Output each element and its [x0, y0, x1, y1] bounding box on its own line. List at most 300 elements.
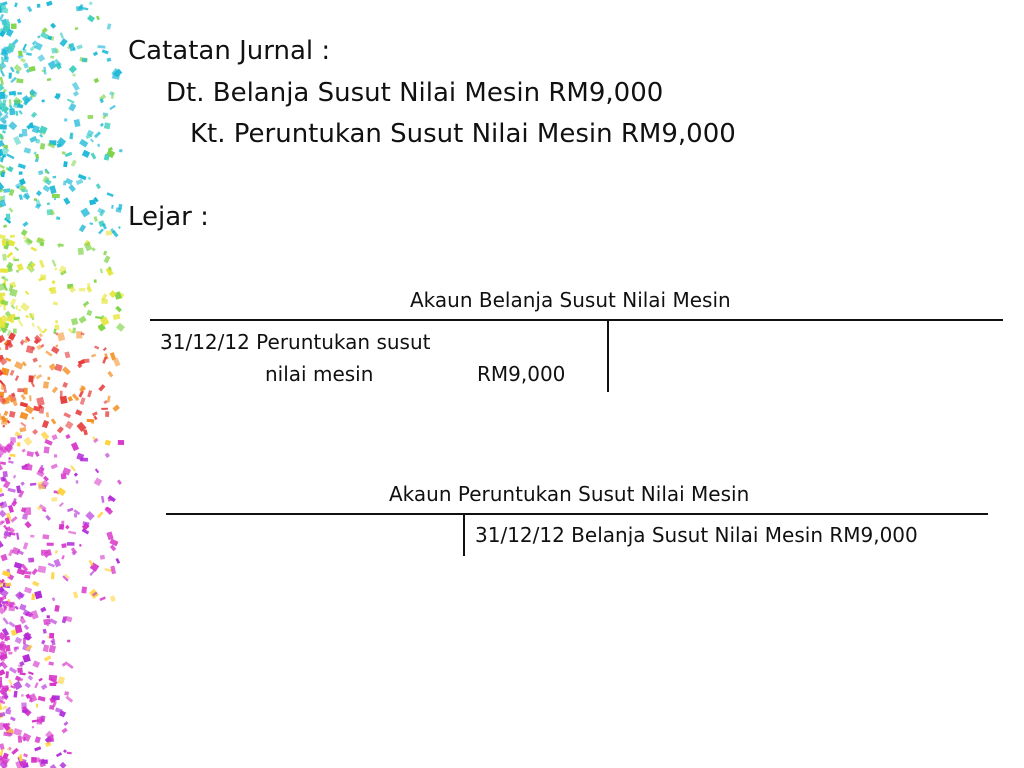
confetti-piece	[39, 260, 45, 268]
confetti-piece	[8, 599, 11, 602]
confetti-piece	[91, 153, 97, 160]
confetti-piece	[37, 722, 42, 725]
confetti-piece	[51, 464, 58, 470]
confetti-piece	[115, 306, 122, 313]
confetti-piece	[39, 365, 42, 368]
confetti-piece	[20, 302, 30, 312]
confetti-piece	[97, 144, 100, 148]
confetti-piece	[117, 480, 122, 485]
confetti-piece	[104, 154, 110, 161]
confetti-piece	[5, 636, 10, 640]
confetti-piece	[100, 555, 105, 560]
confetti-piece	[92, 411, 98, 416]
confetti-piece	[4, 121, 7, 123]
confetti-piece	[115, 558, 120, 564]
confetti-piece	[94, 78, 100, 84]
confetti-piece	[95, 468, 99, 473]
confetti-piece	[13, 691, 17, 698]
confetti-piece	[82, 58, 87, 62]
confetti-piece	[0, 293, 5, 297]
confetti-piece	[47, 543, 54, 546]
confetti-piece	[47, 78, 52, 81]
confetti-piece	[6, 214, 11, 220]
confetti-piece	[91, 247, 95, 251]
confetti-piece	[18, 320, 24, 327]
confetti-piece	[6, 252, 13, 258]
confetti-piece	[8, 457, 11, 460]
confetti-piece	[44, 655, 52, 661]
confetti-piece	[23, 753, 28, 758]
confetti-piece	[49, 185, 56, 194]
confetti-piece	[11, 748, 18, 755]
confetti-piece	[8, 121, 17, 130]
confetti-piece	[72, 82, 80, 91]
confetti-piece	[35, 139, 40, 144]
confetti-piece	[97, 511, 104, 518]
confetti-piece	[34, 682, 38, 688]
confetti-piece	[68, 531, 76, 535]
confetti-piece	[8, 505, 14, 513]
t-account-title: Akaun Belanja Susut Nilai Mesin	[410, 288, 731, 312]
confetti-piece	[54, 454, 57, 457]
confetti-piece	[53, 301, 58, 305]
confetti-piece	[30, 483, 37, 486]
confetti-piece	[41, 431, 50, 440]
confetti-piece	[0, 77, 4, 85]
confetti-piece	[22, 449, 26, 453]
confetti-piece	[38, 170, 43, 175]
confetti-piece	[60, 396, 68, 404]
confetti-piece	[3, 425, 5, 427]
confetti-piece	[62, 366, 71, 375]
confetti-piece	[24, 147, 31, 153]
confetti-piece	[36, 190, 42, 196]
confetti-piece	[17, 92, 21, 94]
confetti-piece	[64, 691, 69, 696]
confetti-piece	[88, 177, 92, 181]
confetti-piece	[18, 309, 21, 312]
confetti-piece	[68, 184, 76, 192]
confetti-piece	[18, 110, 23, 115]
confetti-piece	[82, 521, 89, 526]
confetti-piece	[80, 208, 90, 218]
confetti-piece	[0, 347, 2, 352]
confetti-piece	[28, 675, 34, 681]
confetti-piece	[31, 568, 37, 575]
confetti-piece	[70, 465, 76, 472]
confetti-piece	[31, 382, 35, 388]
confetti-piece	[4, 411, 9, 416]
confetti-piece	[105, 453, 110, 458]
confetti-piece	[75, 409, 82, 416]
confetti-piece	[31, 247, 37, 252]
confetti-piece	[1, 49, 5, 55]
confetti-piece	[20, 672, 26, 675]
confetti-piece	[51, 641, 55, 646]
confetti-piece	[15, 375, 19, 381]
debit-entry-line1: 31/12/12 Peruntukan susut	[160, 330, 431, 354]
confetti-piece	[18, 51, 23, 57]
confetti-piece	[1, 5, 6, 10]
confetti-piece	[83, 301, 89, 307]
confetti-piece	[43, 381, 49, 388]
confetti-piece	[107, 396, 111, 403]
confetti-piece	[51, 346, 60, 354]
confetti-piece	[14, 606, 18, 610]
confetti-piece	[34, 746, 41, 751]
confetti-piece	[34, 451, 39, 457]
confetti-piece	[55, 364, 63, 372]
confetti-piece	[106, 58, 111, 62]
confetti-piece	[83, 429, 88, 435]
confetti-piece	[65, 525, 70, 530]
confetti-piece	[24, 388, 28, 395]
confetti-piece	[56, 216, 60, 220]
confetti-piece	[62, 382, 68, 388]
confetti-piece	[71, 547, 78, 554]
confetti-piece	[8, 488, 16, 493]
confetti-piece	[77, 44, 83, 49]
confetti-piece	[22, 654, 31, 663]
confetti-piece	[63, 749, 67, 753]
confetti-piece	[42, 420, 49, 428]
confetti-piece	[23, 63, 29, 69]
confetti-piece	[40, 143, 45, 150]
confetti-piece	[61, 473, 67, 479]
confetti-piece	[99, 596, 105, 601]
confetti-piece	[67, 99, 75, 104]
confetti-piece	[72, 328, 76, 334]
confetti-piece	[51, 572, 55, 579]
confetti-piece	[18, 163, 26, 169]
confetti-piece	[0, 268, 8, 273]
confetti-piece	[22, 129, 28, 137]
confetti-piece	[49, 633, 54, 639]
confetti-piece	[74, 27, 78, 31]
confetti-piece	[98, 229, 104, 235]
confetti-piece	[0, 335, 5, 343]
confetti-piece	[6, 154, 14, 160]
confetti-piece	[5, 671, 9, 678]
confetti-piece	[94, 216, 98, 222]
confetti-piece	[31, 112, 37, 118]
confetti-piece	[6, 262, 13, 270]
t-account-top-line	[150, 319, 1003, 321]
confetti-piece	[45, 350, 52, 356]
confetti-piece	[13, 728, 22, 736]
confetti-piece	[89, 222, 93, 225]
confetti-piece	[63, 412, 71, 418]
confetti-piece	[54, 559, 62, 568]
confetti-piece	[56, 93, 61, 97]
confetti-piece	[118, 204, 122, 210]
confetti-piece	[113, 314, 121, 320]
confetti-piece	[15, 111, 18, 116]
confetti-piece	[32, 581, 39, 587]
confetti-piece	[54, 605, 60, 612]
confetti-piece	[23, 437, 32, 446]
confetti-piece	[2, 254, 7, 261]
confetti-piece	[87, 15, 95, 23]
confetti-piece	[65, 352, 71, 359]
confetti-piece	[107, 192, 114, 197]
confetti-piece	[103, 347, 107, 351]
confetti-piece	[10, 298, 17, 306]
confetti-piece	[47, 377, 50, 381]
confetti-piece	[19, 412, 28, 420]
confetti-piece	[105, 411, 109, 417]
confetti-piece	[43, 67, 46, 75]
confetti-piece	[68, 103, 76, 112]
confetti-piece	[51, 434, 57, 440]
confetti-piece	[104, 122, 111, 129]
confetti-piece	[42, 534, 49, 539]
confetti-piece	[48, 661, 54, 665]
confetti-piece	[80, 458, 88, 462]
confetti-piece	[65, 696, 73, 703]
credit-entry-line1: 31/12/12 Belanja Susut Nilai Mesin RM9,000	[475, 523, 918, 547]
confetti-piece	[14, 361, 23, 370]
confetti-piece	[76, 179, 84, 185]
confetti-piece	[24, 464, 32, 471]
confetti-piece	[51, 280, 55, 284]
confetti-piece	[18, 736, 22, 743]
confetti-piece	[86, 310, 92, 316]
confetti-piece	[32, 660, 40, 667]
confetti-piece	[50, 764, 58, 768]
confetti-piece	[46, 1, 53, 7]
confetti-piece	[93, 51, 98, 56]
confetti-piece	[23, 571, 31, 575]
confetti-piece	[0, 510, 6, 518]
confetti-piece	[43, 476, 49, 482]
confetti-piece	[37, 54, 45, 62]
confetti-piece	[61, 555, 65, 560]
confetti-piece	[3, 188, 10, 193]
confetti-piece	[32, 429, 38, 435]
confetti-piece	[57, 332, 65, 341]
confetti-piece	[94, 279, 97, 283]
confetti-piece	[100, 268, 103, 273]
confetti-piece	[98, 384, 105, 391]
confetti-piece	[29, 313, 34, 318]
confetti-piece	[8, 652, 12, 655]
confetti-piece	[37, 716, 45, 722]
confetti-piece	[21, 694, 24, 697]
confetti-piece	[47, 615, 50, 618]
confetti-piece	[79, 224, 86, 232]
confetti-piece	[13, 475, 16, 479]
confetti-piece	[30, 535, 34, 538]
confetti-piece	[35, 158, 39, 162]
confetti-piece	[31, 593, 35, 600]
confetti-piece	[36, 704, 38, 708]
confetti-piece	[101, 408, 108, 410]
confetti-piece	[76, 480, 78, 483]
confetti-piece	[70, 133, 73, 140]
confetti-piece	[32, 417, 34, 419]
confetti-piece	[43, 644, 49, 652]
confetti-piece	[49, 645, 57, 653]
confetti-piece	[82, 150, 90, 158]
confetti-piece	[3, 56, 9, 62]
confetti-piece	[74, 513, 77, 517]
confetti-piece	[110, 566, 116, 575]
confetti-piece	[0, 488, 3, 494]
confetti-piece	[65, 421, 74, 430]
confetti-piece	[109, 105, 115, 110]
confetti-piece	[52, 194, 60, 199]
confetti-piece	[2, 240, 7, 246]
confetti-piece	[45, 742, 51, 748]
confetti-piece	[10, 516, 17, 523]
confetti-piece	[63, 721, 68, 726]
confetti-piece	[0, 749, 4, 756]
confetti-piece	[1, 554, 8, 561]
confetti-piece	[78, 248, 84, 255]
confetti-piece	[62, 661, 68, 667]
confetti-piece	[54, 267, 57, 270]
confetti-piece	[23, 193, 30, 200]
confetti-piece	[2, 617, 8, 624]
confetti-piece	[94, 346, 99, 350]
confetti-piece	[67, 542, 75, 546]
confetti-piece	[24, 521, 31, 528]
confetti-piece	[16, 533, 19, 540]
confetti-piece	[37, 4, 41, 8]
confetti-piece	[1, 57, 4, 64]
confetti-piece	[0, 703, 2, 711]
confetti-piece	[0, 541, 4, 549]
confetti-piece	[26, 52, 32, 56]
confetti-piece	[59, 762, 66, 768]
confetti-piece	[58, 676, 66, 684]
confetti-piece	[51, 48, 57, 54]
confetti-piece	[35, 154, 39, 159]
confetti-piece	[79, 288, 85, 291]
confetti-piece	[63, 197, 70, 205]
confetti-piece	[8, 621, 15, 627]
confetti-piece	[74, 473, 78, 477]
t-account-divider	[607, 320, 609, 392]
confetti-piece	[29, 66, 36, 72]
confetti-piece	[35, 736, 41, 743]
journal-heading: Catatan Jurnal :	[128, 36, 331, 66]
confetti-piece	[67, 640, 70, 643]
debit-entry-line2: nilai mesin	[265, 362, 374, 386]
confetti-piece	[17, 19, 21, 24]
confetti-piece	[41, 684, 48, 690]
confetti-piece	[73, 591, 78, 598]
confetti-piece	[96, 16, 100, 21]
confetti-piece	[8, 207, 13, 212]
confetti-piece	[36, 374, 42, 380]
confetti-piece	[8, 679, 13, 685]
confetti-piece	[100, 123, 104, 127]
confetti-piece	[41, 640, 45, 645]
confetti-piece	[0, 464, 3, 471]
confetti-piece	[20, 402, 28, 408]
confetti-piece	[59, 38, 67, 47]
confetti-piece	[25, 291, 29, 296]
confetti-piece	[81, 587, 87, 594]
confetti-piece	[102, 223, 107, 229]
confetti-piece	[94, 478, 103, 487]
confetti-piece	[89, 570, 95, 577]
confetti-piece	[14, 2, 18, 7]
confetti-piece	[17, 388, 24, 392]
confetti-piece	[44, 439, 52, 446]
confetti-piece	[0, 356, 7, 365]
confetti-piece	[32, 323, 35, 328]
confetti-piece	[37, 326, 43, 334]
confetti-piece	[9, 108, 15, 115]
confetti-piece	[102, 49, 109, 54]
confetti-piece	[0, 669, 5, 676]
confetti-piece	[119, 149, 123, 153]
confetti-piece	[3, 224, 7, 228]
confetti-decoration	[0, 0, 130, 768]
confetti-piece	[0, 200, 6, 208]
confetti-piece	[71, 442, 79, 451]
confetti-piece	[8, 460, 14, 464]
confetti-piece	[0, 743, 5, 750]
confetti-piece	[67, 663, 74, 669]
confetti-piece	[20, 58, 26, 63]
confetti-piece	[65, 434, 70, 439]
confetti-piece	[31, 558, 34, 561]
confetti-piece	[11, 24, 17, 29]
confetti-piece	[49, 288, 53, 291]
confetti-piece	[17, 667, 23, 672]
confetti-piece	[1, 384, 5, 389]
confetti-piece	[42, 100, 45, 103]
confetti-piece	[19, 427, 26, 432]
confetti-piece	[61, 543, 66, 548]
confetti-piece	[43, 185, 51, 192]
confetti-piece	[90, 139, 94, 143]
confetti-piece	[71, 318, 78, 326]
confetti-piece	[87, 419, 94, 423]
confetti-piece	[73, 91, 79, 97]
confetti-piece	[16, 305, 18, 309]
confetti-piece	[0, 329, 1, 332]
confetti-piece	[101, 299, 108, 304]
confetti-piece	[8, 73, 11, 79]
confetti-piece	[29, 395, 32, 401]
confetti-piece	[4, 22, 10, 26]
confetti-piece	[32, 358, 37, 363]
confetti-piece	[91, 354, 96, 358]
confetti-piece	[28, 671, 34, 675]
confetti-piece	[0, 234, 6, 239]
confetti-piece	[2, 130, 6, 134]
confetti-piece	[14, 562, 23, 569]
confetti-piece	[0, 461, 6, 465]
journal-debit-line: Dt. Belanja Susut Nilai Mesin RM9,000	[166, 78, 664, 108]
confetti-piece	[24, 587, 32, 594]
confetti-piece	[14, 247, 19, 252]
confetti-piece	[59, 502, 64, 507]
confetti-piece	[105, 440, 111, 446]
confetti-piece	[50, 23, 56, 29]
confetti-piece	[10, 370, 15, 376]
confetti-piece	[9, 667, 17, 674]
confetti-piece	[13, 329, 17, 334]
confetti-piece	[25, 315, 29, 318]
confetti-piece	[0, 677, 2, 682]
confetti-piece	[104, 255, 111, 263]
